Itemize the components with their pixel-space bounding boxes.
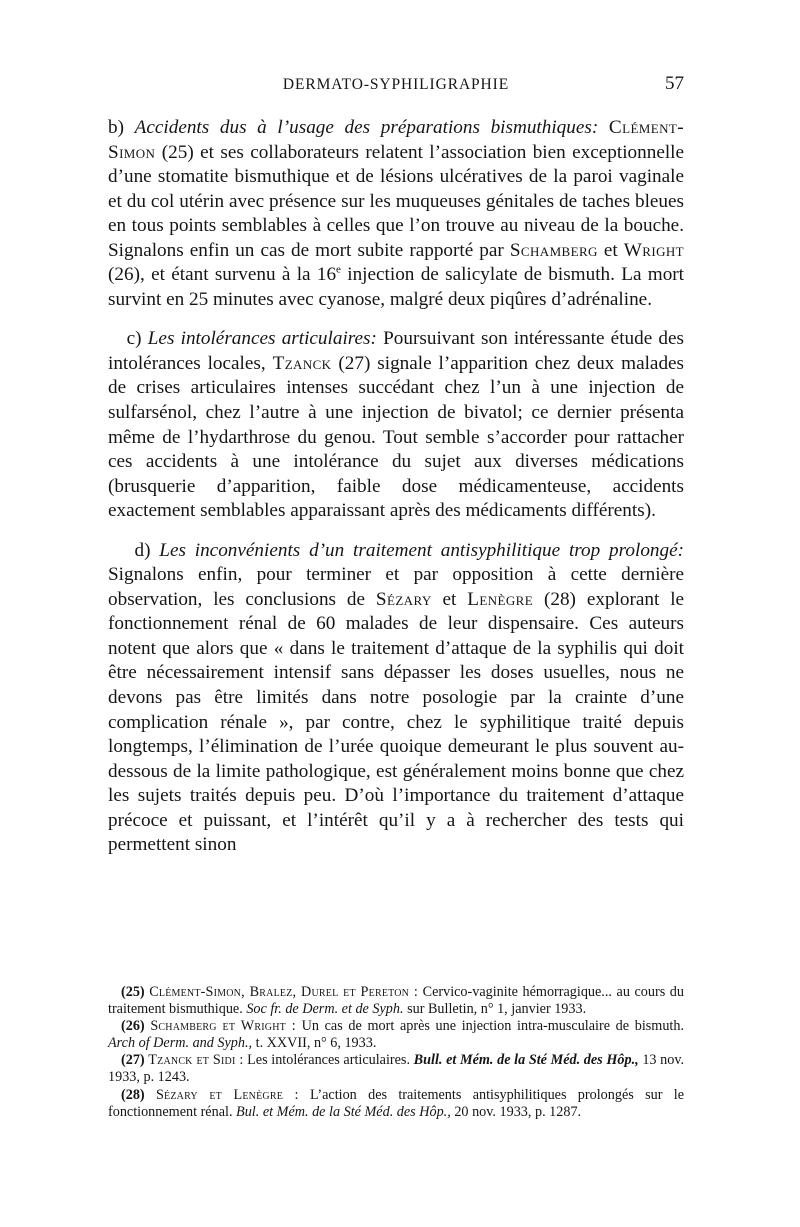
section-b-text-1: et ses collaborateurs relatent l’association bien exceptionnelle d’une stomatite bismuthique et de lésions ulcératives de la paroi vaginale et du col utérin avec présence sur les muqueuses génitales de taches bleues en tous points semblables à celles que l’on trouve au niveau de la bouche. Signalons enfin un cas de mort subite rapporté par [108, 141, 685, 261]
author-schamberg: Schamberg [509, 239, 598, 261]
paragraph-b [108, 116, 684, 312]
section-b-text-2b: injection de salicylate de bismuth. La mort survint en 25 minutes avec cyanose, malgré deux piqûres d’adrénaline. [108, 264, 685, 310]
footnote-authors: Schamberg et Wright : [150, 1018, 296, 1035]
reference-26: (26), [108, 264, 145, 286]
footnote-title: Un cas de mort après une injection intra-musculaire de bismuth. [301, 1018, 684, 1035]
conjunction: et [603, 239, 618, 261]
footnote-28 [108, 1087, 684, 1121]
page-header [108, 66, 684, 96]
footnotes [108, 984, 684, 1121]
footnote-journal: Soc fr. de Derm. et de Syph. [246, 1001, 404, 1018]
section-d-heading: Les inconvénients d’un traitement antisyphilitique trop prolongé: [159, 539, 685, 561]
footnote-26 [108, 1018, 684, 1052]
section-c-text-2: signale l’apparition chez deux malades de crises articulaires intenses succédant chez l’un à une injection de sulfarsénol, chez l’autre à une injection de bivatol; ce dernier présenta même de l’hydarthrose du genou. Tout semble s’accorder pour rattacher ces accidents à une intolérance du sujet aux diverses médications (brusquerie d’apparition, faible dose médicamenteuse, accidents exactement semblables apparaissant après des médicaments différents). [108, 352, 685, 522]
footnote-journal: Bull. et Mém. de la Sté Méd. des Hôp., [413, 1052, 639, 1069]
paragraph-c [108, 327, 684, 523]
footnote-journal: Arch of Derm. and Syph., [108, 1035, 253, 1052]
footnote-27 [108, 1052, 684, 1086]
page-number: 57 [665, 73, 684, 94]
footnote-details: sur Bulletin, n° 1, janvier 1933. [407, 1001, 587, 1018]
section-d-label: d) [134, 539, 151, 561]
author-tzanck: Tzanck [272, 352, 332, 374]
footnote-authors: Clément-Simon, Bralez, Durel et Pereton : [149, 984, 419, 1000]
section-b-text-2a: et étant survenu à la 16 [151, 264, 337, 286]
footnote-25 [108, 984, 684, 1018]
section-c-heading: Les intolérances articulaires: [147, 328, 377, 350]
author-clement-simon: Clément-Simon [108, 117, 685, 163]
main-text [108, 116, 684, 858]
footnote-authors: Tzanck et Sidi : [148, 1052, 244, 1069]
footnote-number: (27) [121, 1052, 145, 1069]
reference-27: (27) [338, 352, 371, 374]
section-c-text-1: Poursuivant son intéressante étude des intolérances locales, [108, 328, 685, 374]
author-wright: Wright [623, 239, 685, 261]
footnote-details: t. XXVII, n° 6, 1933. [255, 1035, 377, 1052]
author-lenegre: Lenègre [467, 588, 534, 610]
section-d-text-2: explorant le fonctionnement rénal de 60 malades de leur dispensaire. Ces auteurs notent que alors que « dans le traitement d’attaque de la syphilis qui doit être nécessairement intensif sans dépasser les doses usuelles, nous ne devons pas être limités dans notre posologie par la crainte d’une complication rénale », par contre, chez le syphilitique traité depuis longtemps, l’élimination de l’urée quoique demeurant le plus souvent au-dessous de la limite pathologique, est généralement moins bonne que chez les sujets traités depuis peu. D’où l’importance du traitement d’attaque précoce et puissant, et l’intérêt qu’il y a à rechercher des tests qui permettent sinon [108, 588, 685, 856]
superscript-e: e [336, 263, 341, 276]
author-sezary: Sézary [375, 588, 432, 610]
footnote-number: (28) [121, 1086, 145, 1103]
section-b-label: b) [108, 117, 124, 138]
section-d-text-1: Signalons enfin, pour terminer et par opposition à cette dernière observation, les conclusions de [108, 564, 684, 610]
footnote-title: Les intolérances articulaires. [247, 1052, 411, 1069]
footnote-title: L’action des traitements antisyphilitiques prolongés sur le fonctionnement rénal. [108, 1086, 684, 1120]
footnote-number: (25) [121, 984, 145, 1000]
footnote-details: 20 nov. 1933, p. 1287. [454, 1103, 582, 1120]
section-b-heading: Accidents dus à l’usage des préparations bismuthiques: [134, 117, 599, 138]
running-title: DERMATO-SYPHILIGRAPHIE [282, 76, 510, 93]
conjunction: et [442, 588, 457, 610]
footnote-title: Cervico-vaginite hémorragique... au cours du traitement bismuthique. [108, 984, 684, 1018]
paragraph-d [108, 539, 684, 858]
footnote-journal: Bul. et Mém. de la Sté Méd. des Hôp., [236, 1103, 451, 1120]
footnote-authors: Sézary et Lenègre : [155, 1086, 299, 1103]
footnote-number: (26) [121, 1018, 145, 1035]
footnote-details: 13 nov. 1933, p. 1243. [108, 1052, 685, 1086]
reference-28: (28) [543, 588, 576, 610]
reference-25: (25) [161, 141, 194, 163]
section-c-label: c) [126, 328, 142, 350]
